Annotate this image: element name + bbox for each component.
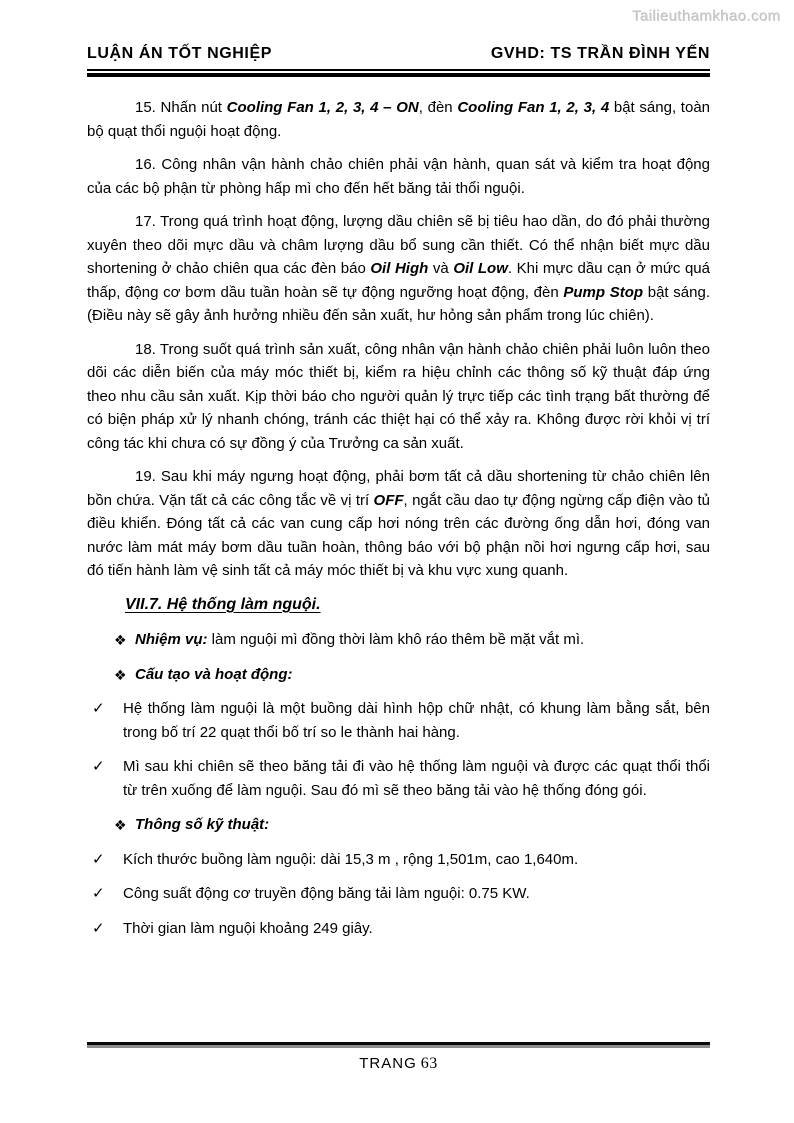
list-item-spec-3	[87, 917, 710, 941]
list-item-text: Hệ thống làm nguội là một buồng dài hình hộp chữ nhật, có khung làm bằng sắt, bên trong bố trí 22 quạt thổi bố trí so le thành hai hàng.	[123, 700, 710, 741]
list-item-nhiem-vu	[87, 628, 710, 652]
checkmark-icon: ✓	[92, 850, 105, 868]
page-number-label: TRANG	[359, 1055, 417, 1072]
page-number-line	[87, 1055, 710, 1073]
list-item-thong-so	[87, 813, 710, 837]
diamond-bullet-icon: ❖	[114, 632, 127, 648]
footer-rule	[87, 1042, 710, 1048]
list-item-text: Thông số kỹ thuật:	[135, 816, 270, 833]
list-item-spec-1	[87, 848, 710, 872]
list-item-text: Thời gian làm nguội khoảng 249 giây.	[123, 919, 373, 937]
list-item-text: Công suất động cơ truyền động băng tải làm nguội: 0.75 KW.	[123, 885, 530, 902]
checkmark-icon: ✓	[92, 700, 105, 717]
list-item-text: Nhiệm vụ: làm nguội mì đồng thời làm khô ráo thêm bề mặt vắt mì.	[135, 631, 585, 648]
header-rule-thin	[87, 69, 710, 71]
paragraph-18: 18. Trong suốt quá trình sản xuất, công nhân vận hành chảo chiên phải luôn luôn theo dõi các diễn biến của máy móc thiết bị, kiểm ra hiệu chỉnh các thông số kỹ thuật đáp ứng theo nhu cầu sản xuất. Kịp thời báo cho người quản lý trực tiếp các tình trạng bất thường để có biện pháp xử lý nhanh chóng, tránh các thiệt hại có thể xảy ra. Không được rời khỏi vị trí công tác khi chưa có sự đồng ý của Trưởng ca sản xuất.	[87, 340, 710, 452]
header-rule	[87, 69, 710, 77]
checkmark-icon: ✓	[92, 919, 105, 937]
paragraph-19: 19. Sau khi máy ngưng hoạt động, phải bơm tất cả dầu shortening từ chảo chiên lên bồn chứa. Vặn tất cả các công tắc về vị trí OFF, ngắt cầu dao tự động ngừng cấp điện vào tủ điều khiển. Đóng tất cả các van cung cấp hơi nóng trên các đường ống dẫn hơi, đóng van nước làm mát máy bơm dầu tuần hoàn, thông báo với bộ phận nồi hơi ngưng cấp hơi, sau đó tiến hành làm vệ sinh tất cả máy móc thiết bị và khu vực xung quanh.	[87, 468, 711, 579]
paragraph-16: 16. Công nhân vận hành chảo chiên phải vận hành, quan sát và kiểm tra hoạt động của các bộ phận từ phòng hấp mì cho đến hết băng tải thổi nguội.	[87, 156, 710, 197]
list-item-structure-2	[87, 755, 710, 802]
page-header	[87, 45, 710, 63]
page-footer	[87, 1042, 710, 1073]
header-advisor: GVHD: TS TRẦN ĐÌNH YẾN	[490, 45, 710, 62]
header-title: LUẬN ÁN TỐT NGHIỆP	[87, 45, 273, 62]
list-item-text: Mì sau khi chiên sẽ theo băng tải đi vào hệ thống làm nguội và được các quạt thổi thổi từ trên xuống để làm nguội. Sau đó mì sẽ theo băng tải vào hệ thống đóng gói.	[123, 758, 710, 799]
paragraph-17: 17. Trong quá trình hoạt động, lượng dầu chiên sẽ bị tiêu hao dần, do đó phải thường xuyên theo dõi mực dầu và châm lượng dầu bổ sung cần thiết. Có thể nhận biết mực dầu shortening ở chảo chiên qua các đèn báo Oil High và Oil Low. Khi mực dầu cạn ở mức quá thấp, động cơ bơm dầu tuần hoàn sẽ tự động ngưỡng hoạt động, đèn Pump Stop bật sáng. (Điều này sẽ gây ảnh hưởng nhiều đến sản xuất, hư hỏng sản phẩm trong lúc chiên).	[87, 213, 710, 324]
diamond-bullet-icon: ❖	[114, 817, 127, 833]
section-heading: VII.7. Hệ thống làm nguội.	[125, 595, 321, 613]
checkmark-icon: ✓	[92, 885, 105, 902]
list-item-cau-tao	[87, 663, 710, 687]
footer-rule-shadow	[87, 1045, 710, 1048]
list-item-text: Cấu tạo và hoạt động:	[135, 665, 293, 683]
checkmark-icon: ✓	[92, 758, 105, 775]
list-item-text: Kích thước buồng làm nguội: dài 15,3 m , rộng 1,501m, cao 1,640m.	[123, 850, 579, 868]
page-number: 63	[420, 1055, 438, 1072]
list-item-structure-1	[87, 697, 710, 744]
document-body	[87, 96, 710, 951]
list-item-spec-2	[87, 882, 710, 906]
watermark: Tailieuthamkhao.com	[632, 8, 781, 25]
diamond-bullet-icon: ❖	[114, 666, 127, 683]
paragraph-15: 15. Nhấn nút Cooling Fan 1, 2, 3, 4 – ON, đèn Cooling Fan 1, 2, 3, 4 bật sáng, toàn bộ quạt thổi nguội hoạt động.	[87, 99, 710, 140]
header-rule-thick	[87, 73, 710, 77]
